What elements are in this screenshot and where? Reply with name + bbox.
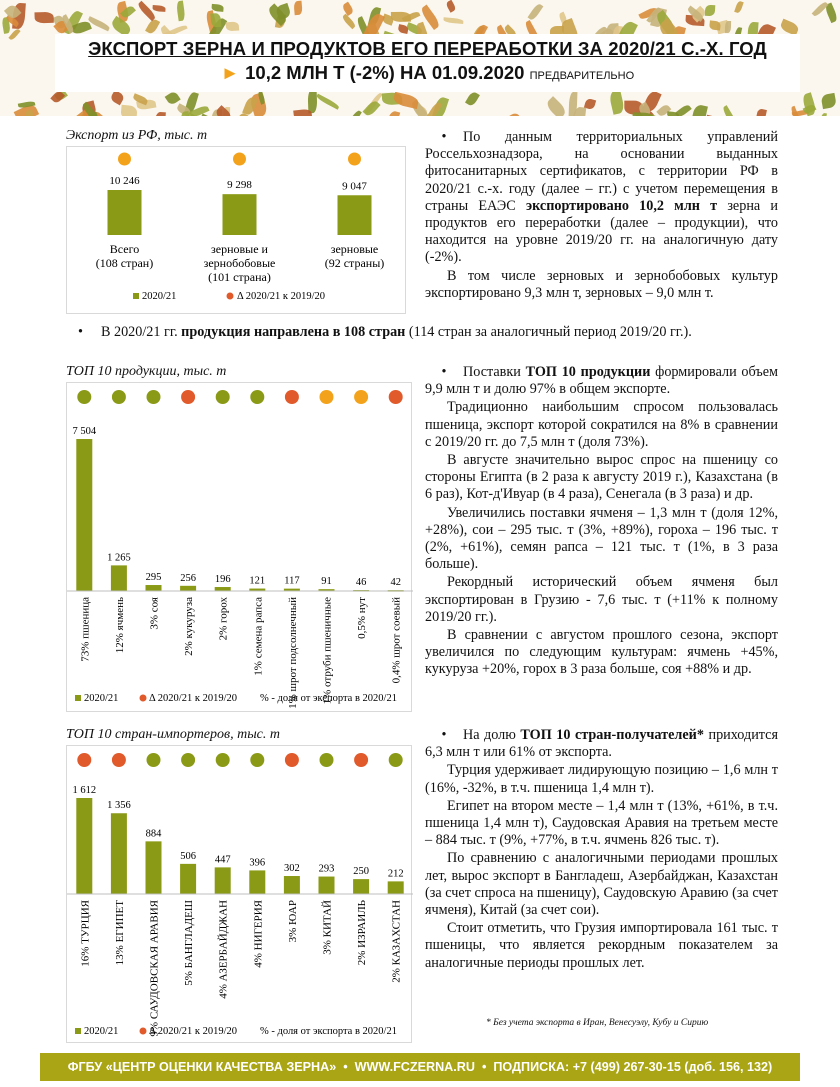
paragraph: В том числе зерновых и зернобобовых культур экспортировано 9,3 млн т, зерновых – 9,0 млн т. bbox=[425, 267, 778, 301]
bullet-icon: • bbox=[441, 129, 447, 145]
value-label: 196 bbox=[214, 574, 231, 586]
category-label: Всего bbox=[109, 242, 140, 256]
banner-leaf bbox=[820, 113, 827, 116]
change-dot bbox=[320, 753, 334, 767]
legend-dot bbox=[140, 695, 147, 702]
banner-leaf bbox=[821, 93, 837, 109]
category-label: 2% кукуруза bbox=[183, 597, 196, 656]
footer-org: ФГБУ «ЦЕНТР ОЦЕНКИ КАЧЕСТВА ЗЕРНА» bbox=[67, 1060, 337, 1074]
chart3-svg bbox=[67, 746, 413, 1044]
paragraph bbox=[425, 364, 778, 398]
legend-label: 2020/21 bbox=[84, 1026, 119, 1037]
value-label: 46 bbox=[355, 577, 367, 589]
paragraph: Стоит отметить, что Грузия импортировала 161 тыс. т пшеницы, что является рекордным показателем за аналогичные периоды прошлых лет. bbox=[425, 920, 778, 971]
value-label: 1 265 bbox=[107, 552, 131, 564]
value-label: 212 bbox=[387, 868, 404, 880]
bar bbox=[215, 867, 231, 894]
bar bbox=[180, 586, 196, 591]
banner-leaf bbox=[293, 109, 312, 116]
value-label: 293 bbox=[318, 863, 335, 875]
category-label: 0,5% нут bbox=[356, 597, 369, 639]
chart1-title: Экспорт из РФ, тыс. т bbox=[66, 128, 208, 143]
banner-leaf bbox=[705, 5, 716, 17]
banner-leaf bbox=[393, 92, 420, 109]
banner-leaf bbox=[362, 99, 380, 116]
text-span: Поставки bbox=[463, 364, 526, 380]
banner-leaf bbox=[506, 112, 522, 116]
value-label: 10 246 bbox=[109, 175, 140, 187]
bar bbox=[284, 876, 300, 894]
page-title: ЭКСПОРТ ЗЕРНА И ПРОДУКТОВ ЕГО ПЕРЕРАБОТКИ ЗА 2020/21 С.-Х. ГОД bbox=[88, 38, 767, 59]
value-label: 250 bbox=[353, 866, 369, 878]
paragraph: Увеличились поставки ячменя – 1,3 млн т (доля 12%, +28%), сои – 295 тыс. т (3%, +89%), гороха – 196 тыс. т (2%, +61%), семян рапса – 121 тыс. т (1%, в 3 раза больше). bbox=[425, 504, 778, 573]
banner-leaf bbox=[706, 115, 717, 116]
text-span: зерна и продуктов его переработки (далее – продукции), что находится на уровне 2019/20 гг. на аналогичную дату (-2%). bbox=[425, 197, 778, 266]
change-dot bbox=[112, 753, 126, 767]
category-label: 3% ЮАР bbox=[286, 900, 299, 943]
category-label: зернобобовые bbox=[203, 256, 276, 270]
text-block-3 bbox=[425, 727, 778, 973]
bar bbox=[76, 798, 92, 894]
value-label: 302 bbox=[284, 863, 300, 875]
banner-leaf bbox=[153, 112, 165, 116]
category-label: 0,4% шрот соевый bbox=[390, 597, 403, 684]
paragraph: Турция удерживает лидирующую позицию – 1,6 млн т (16%, -32%, в т.ч. пшеница 1,4 млн т). bbox=[425, 762, 778, 796]
banner-leaf bbox=[709, 21, 720, 31]
countries-summary bbox=[78, 324, 692, 341]
category-label: (101 страна) bbox=[208, 270, 271, 284]
banner-leaf bbox=[214, 106, 233, 116]
footer-separator: • bbox=[481, 1060, 487, 1074]
banner-leaf bbox=[756, 108, 767, 116]
category-label: 1% отруби пшеничные bbox=[321, 597, 334, 705]
category-label: 4% НИГЕРИЯ bbox=[252, 900, 265, 968]
paragraph bbox=[425, 727, 778, 761]
value-label: 295 bbox=[145, 572, 162, 584]
change-dot bbox=[320, 390, 334, 404]
legend-label: Δ 2020/21 к 2019/20 bbox=[149, 1026, 237, 1037]
chart3-box bbox=[66, 745, 412, 1043]
bar bbox=[223, 194, 257, 235]
banner-leaf bbox=[152, 5, 165, 12]
paragraph: Традиционно наибольшим спросом пользовалась пшеница, экспорт которой сократился на 8% в сравнении с 2019/20 гг. до 7,5 млн т (доля 73%). bbox=[425, 399, 778, 450]
banner-leaf bbox=[293, 1, 302, 16]
value-label: 1 612 bbox=[72, 785, 97, 796]
change-dot bbox=[250, 753, 264, 767]
banner-leaf bbox=[212, 3, 225, 11]
text-bold: продукция направлена в 108 стран bbox=[181, 324, 406, 340]
bar bbox=[146, 841, 162, 894]
chart1-svg bbox=[67, 147, 407, 315]
legend-dot bbox=[140, 1028, 147, 1035]
banner-leaf bbox=[544, 96, 568, 116]
text-bold: экспортировано 10,2 млн т bbox=[525, 197, 718, 214]
banner-leaf bbox=[226, 22, 239, 32]
bullet-icon: • bbox=[441, 727, 447, 743]
value-label: 447 bbox=[214, 854, 231, 866]
category-label: 4% АЗЕРБАЙДЖАН bbox=[217, 900, 230, 999]
banner-leaf bbox=[315, 93, 340, 109]
text-span: На долю bbox=[463, 727, 521, 743]
category-label: зерновые bbox=[330, 242, 379, 256]
text-span: По данным территориальных управлений Россельхознадзора, на основании выданных фитосанитарных сертификатов, с территории РФ в 2020/21 с.-х. году (далее – гг.) с учетом перемещения в страны ЕАЭС bbox=[425, 129, 778, 214]
text-span: приходится 6,3 млн т или 61% от экспорта. bbox=[425, 727, 778, 761]
value-label: 506 bbox=[180, 850, 196, 862]
value-label: 256 bbox=[180, 572, 196, 584]
legend-label: Δ 2020/21 к 2019/20 bbox=[237, 291, 325, 302]
change-dot bbox=[118, 153, 131, 166]
banner-leaf bbox=[35, 12, 54, 23]
chart1-box bbox=[66, 146, 406, 314]
legend-label: % - доля от экспорта в 2020/21 bbox=[260, 1026, 397, 1037]
value-label: 9 298 bbox=[227, 179, 252, 192]
footer-phone: ПОДПИСКА: +7 (499) 267-30-15 (доб. 156, 132) bbox=[493, 1060, 773, 1074]
value-label: 884 bbox=[145, 828, 162, 840]
value-label: 121 bbox=[249, 575, 266, 587]
bar bbox=[388, 881, 404, 894]
text-block-2 bbox=[425, 364, 778, 680]
header bbox=[55, 34, 800, 92]
text-block-1 bbox=[425, 129, 778, 303]
legend-label: Δ 2020/21 к 2019/20 bbox=[149, 693, 237, 704]
banner-leaf bbox=[632, 112, 653, 116]
chart3-title: ТОП 10 стран-импортеров, тыс. т bbox=[66, 727, 281, 742]
paragraph: По сравнению с аналогичными периодами прошлых лет, вырос экспорт в Бангладеш, Азербайджан, Казахстан (за счет спроса на пшеницу), Саудовскую Аравию (за счет ячменя), Китай (за счет сои). bbox=[425, 850, 778, 919]
change-dot bbox=[250, 390, 264, 404]
legend-swatch bbox=[75, 695, 81, 701]
change-dot bbox=[389, 753, 403, 767]
banner-leaf bbox=[133, 93, 149, 105]
value-label: 7 504 bbox=[72, 426, 97, 437]
change-dot bbox=[354, 390, 368, 404]
banner-leaf bbox=[443, 17, 463, 24]
bar bbox=[215, 587, 231, 591]
bar bbox=[146, 585, 162, 591]
legend-swatch bbox=[75, 1028, 81, 1034]
arrow-icon: ► bbox=[220, 62, 240, 83]
value-label: 1 356 bbox=[107, 800, 131, 812]
value-label: 396 bbox=[249, 857, 266, 869]
chart2-title: ТОП 10 продукции, тыс. т bbox=[66, 364, 227, 379]
bar bbox=[319, 877, 335, 894]
category-label: 3% соя bbox=[148, 597, 161, 630]
footnote: * Без учета экспорта в Иран, Венесуэлу, Кубу и Сирию bbox=[486, 1018, 709, 1028]
banner-leaf bbox=[386, 110, 401, 116]
change-dot bbox=[216, 390, 230, 404]
banner-leaf bbox=[341, 14, 357, 30]
change-dot bbox=[147, 390, 161, 404]
category-label: 2% ИЗРАИЛЬ bbox=[356, 900, 369, 966]
change-dot bbox=[77, 753, 91, 767]
bar bbox=[111, 813, 127, 894]
banner-leaf bbox=[391, 12, 411, 22]
change-dot bbox=[181, 390, 195, 404]
change-dot bbox=[77, 390, 91, 404]
banner-leaf bbox=[721, 105, 737, 116]
value-label: 42 bbox=[390, 577, 401, 589]
change-dot bbox=[354, 753, 368, 767]
bar bbox=[338, 195, 372, 235]
banner-leaf bbox=[176, 0, 186, 21]
paragraph bbox=[425, 129, 778, 267]
bar bbox=[353, 879, 369, 894]
bar bbox=[249, 870, 265, 894]
text-bold: ТОП 10 продукции bbox=[525, 364, 651, 380]
change-dot bbox=[181, 753, 195, 767]
category-label: 16% ТУРЦИЯ bbox=[79, 900, 92, 967]
legend-swatch bbox=[133, 293, 139, 299]
banner-leaf bbox=[667, 111, 679, 116]
category-label: 13% ЕГИПЕТ bbox=[113, 900, 126, 966]
category-label: 73% пшеница bbox=[79, 597, 92, 662]
text-bold: ТОП 10 стран-получателей* bbox=[520, 727, 704, 743]
bar bbox=[180, 864, 196, 894]
category-label: 3% КИТАЙ bbox=[321, 900, 334, 955]
category-label: 5% БАНГЛАДЕШ bbox=[183, 900, 196, 986]
text-span: (114 стран за аналогичный период 2019/20 гг.). bbox=[405, 324, 692, 340]
text-span: формировали объем 9,9 млн т и долю 97% в общем экспорте. bbox=[425, 364, 778, 398]
change-dot bbox=[112, 390, 126, 404]
change-dot bbox=[216, 753, 230, 767]
change-dot bbox=[233, 153, 246, 166]
change-dot bbox=[285, 390, 299, 404]
preliminary-note: ПРЕДВАРИТЕЛЬНО bbox=[529, 70, 635, 82]
category-label: зерновые и bbox=[211, 242, 268, 256]
banner-leaf bbox=[109, 90, 125, 105]
category-label: 12% ячмень bbox=[113, 597, 126, 654]
banner-leaf bbox=[120, 105, 138, 116]
chart2-box bbox=[66, 382, 412, 712]
text-span: В 2020/21 гг. bbox=[100, 324, 182, 340]
category-label: 1% семена рапса bbox=[252, 597, 265, 676]
footer-site-link[interactable]: WWW.FCZERNA.RU bbox=[354, 1060, 475, 1074]
banner-leaf bbox=[465, 91, 480, 108]
category-label: 9% САУДОВСКАЯ АРАВИЯ bbox=[148, 900, 161, 1037]
legend-label: 2020/21 bbox=[142, 291, 177, 302]
chart2-svg bbox=[67, 383, 413, 713]
value-label: 9 047 bbox=[342, 180, 367, 193]
paragraph: Рекордный исторический объем ячменя был экспортирован в Грузию - 7,6 тыс. т (+11% к полному 2019/20 гг.). bbox=[425, 574, 778, 625]
paragraph: Египет на втором месте – 1,4 млн т (13%, +61%, в т.ч. пшеница 1,4 млн т), Саудовская Аравия на третьем месте – 884 тыс. т (9%, +77%, в т.ч. ячмень 826 тыс. т). bbox=[425, 797, 778, 849]
bar bbox=[108, 190, 142, 235]
change-dot bbox=[348, 153, 361, 166]
banner-leaf bbox=[691, 103, 708, 116]
subtitle-text: 10,2 МЛН Т (-2%) НА 01.09.2020 bbox=[245, 62, 525, 83]
banner-leaf bbox=[446, 0, 457, 12]
category-label: 2% КАЗАХСТАН bbox=[390, 900, 403, 983]
category-label: 1% шрот подсолнечный bbox=[286, 597, 299, 709]
banner-leaf bbox=[725, 21, 731, 33]
paragraph: В августе значительно вырос спрос на пшеницу со стороны Египта (в 2 раза к августу 2019 г.), Казахстана (в 6 раз), Кот-д'Ивуар (в 4 раза), Сенегала (в 3 раза) и др. bbox=[425, 452, 778, 503]
change-dot bbox=[147, 753, 161, 767]
category-label: (108 стран) bbox=[95, 256, 154, 270]
legend-dot bbox=[227, 293, 234, 300]
banner-leaf bbox=[8, 28, 20, 41]
banner-leaf bbox=[734, 1, 743, 14]
footer bbox=[40, 1053, 800, 1081]
paragraph: В сравнении с августом прошлого сезона, экспорт увеличился по следующим культурам: ячмень +45%, кукуруза +20%, горох в 3 раза больше, соя +88% и др. bbox=[425, 627, 778, 678]
category-label: (92 страны) bbox=[324, 256, 385, 270]
value-label: 91 bbox=[321, 576, 332, 588]
bullet-icon: • bbox=[78, 324, 83, 340]
banner-leaf bbox=[609, 90, 626, 115]
change-dot bbox=[389, 390, 403, 404]
bar bbox=[111, 565, 127, 591]
footer-separator: • bbox=[343, 1060, 348, 1074]
bullet-icon: • bbox=[441, 364, 447, 380]
page-subtitle bbox=[55, 62, 800, 84]
category-label: 2% горох bbox=[217, 597, 230, 641]
value-label: 117 bbox=[284, 575, 300, 587]
banner-leaf bbox=[344, 109, 362, 116]
banner-leaf bbox=[528, 3, 544, 22]
legend-label: 2020/21 bbox=[84, 693, 119, 704]
bar bbox=[76, 439, 92, 591]
legend-label: % - доля от экспорта в 2020/21 bbox=[260, 693, 397, 704]
change-dot bbox=[285, 753, 299, 767]
